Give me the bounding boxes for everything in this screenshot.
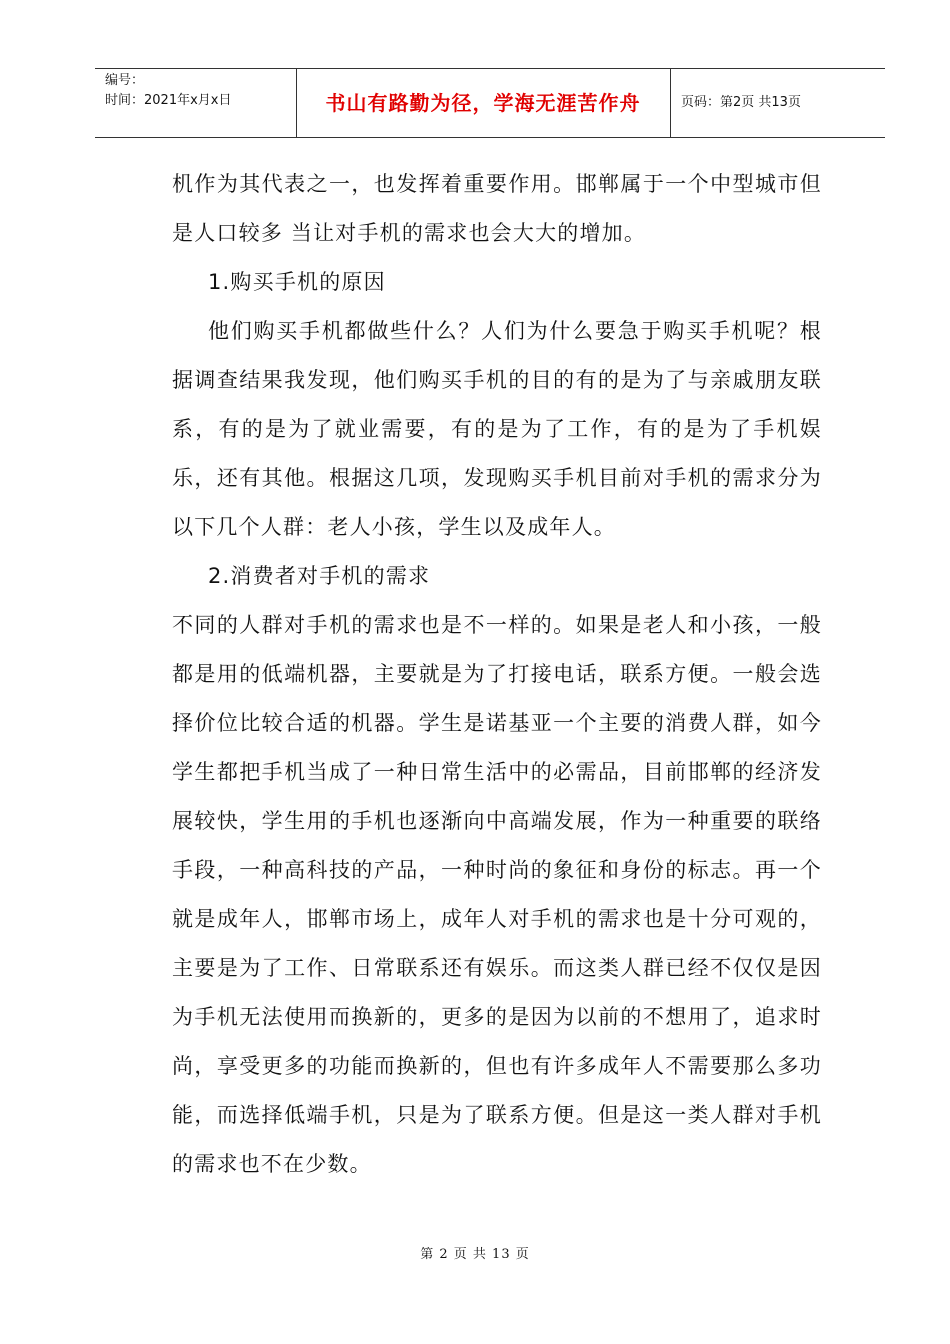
header-motto: 书山有路勤为径，学海无涯苦作舟 — [325, 91, 641, 115]
body-paragraph: 不同的人群对手机的需求也是不一样的。如果是老人和小孩，一般都是用的低端机器，主要就是为了打接电话，联系方便。一般会选择价位比较合适的机器。学生是诺基亚一个主要的消费人群，如今学生都把手机当成了一种日常生活中的必需品，目前邯郸的经济发展较快，学生用的手机也逐渐向中高端发展，作为一种重要的联络手段，一种高科技的产品，一种时尚的象征和身份的标志。再一个就是成年人，邯郸市场上，成年人对手机的需求也是十分可观的，主要是为了工作、日常联系还有娱乐。而这类人群已经不仅仅是因为手机无法使用而换新的，更多的是因为以前的不想用了，追求时尚，享受更多的功能而换新的，但也有许多成年人不需要那么多功能，而选择低端手机，只是为了联系方便。但是这一类人群对手机的需求也不在少数。 — [172, 613, 822, 1176]
document-time-label: 时间：2021年x月x日 — [105, 93, 232, 108]
section-heading: 2.消费者对手机的需求 — [208, 564, 431, 588]
document-body — [172, 160, 822, 1189]
body-paragraph: 机作为其代表之一，也发挥着重要作用。邯郸属于一个中型城市但是人口较多 当让对手机的需求也会大大的增加。 — [172, 172, 822, 245]
body-paragraph: 他们购买手机都做些什么？人们为什么要急于购买手机呢？根据调查结果我发现，他们购买手机的目的有的是为了与亲戚朋友联系，有的是为了就业需要，有的是为了工作，有的是为了手机娱乐，还有其他。根据这几项，发现购买手机目前对手机的需求分为以下几个人群：老人小孩，学生以及成年人。 — [172, 319, 822, 539]
header-divider — [670, 69, 671, 137]
section-heading: 1.购买手机的原因 — [208, 270, 386, 294]
header-meta — [105, 71, 231, 111]
header-page-info: 页码：第2页 共13页 — [681, 95, 801, 110]
page-footer: 第 2 页 共 13 页 — [420, 1247, 530, 1262]
page-header — [95, 68, 885, 138]
document-number-label: 编号： — [105, 73, 145, 88]
